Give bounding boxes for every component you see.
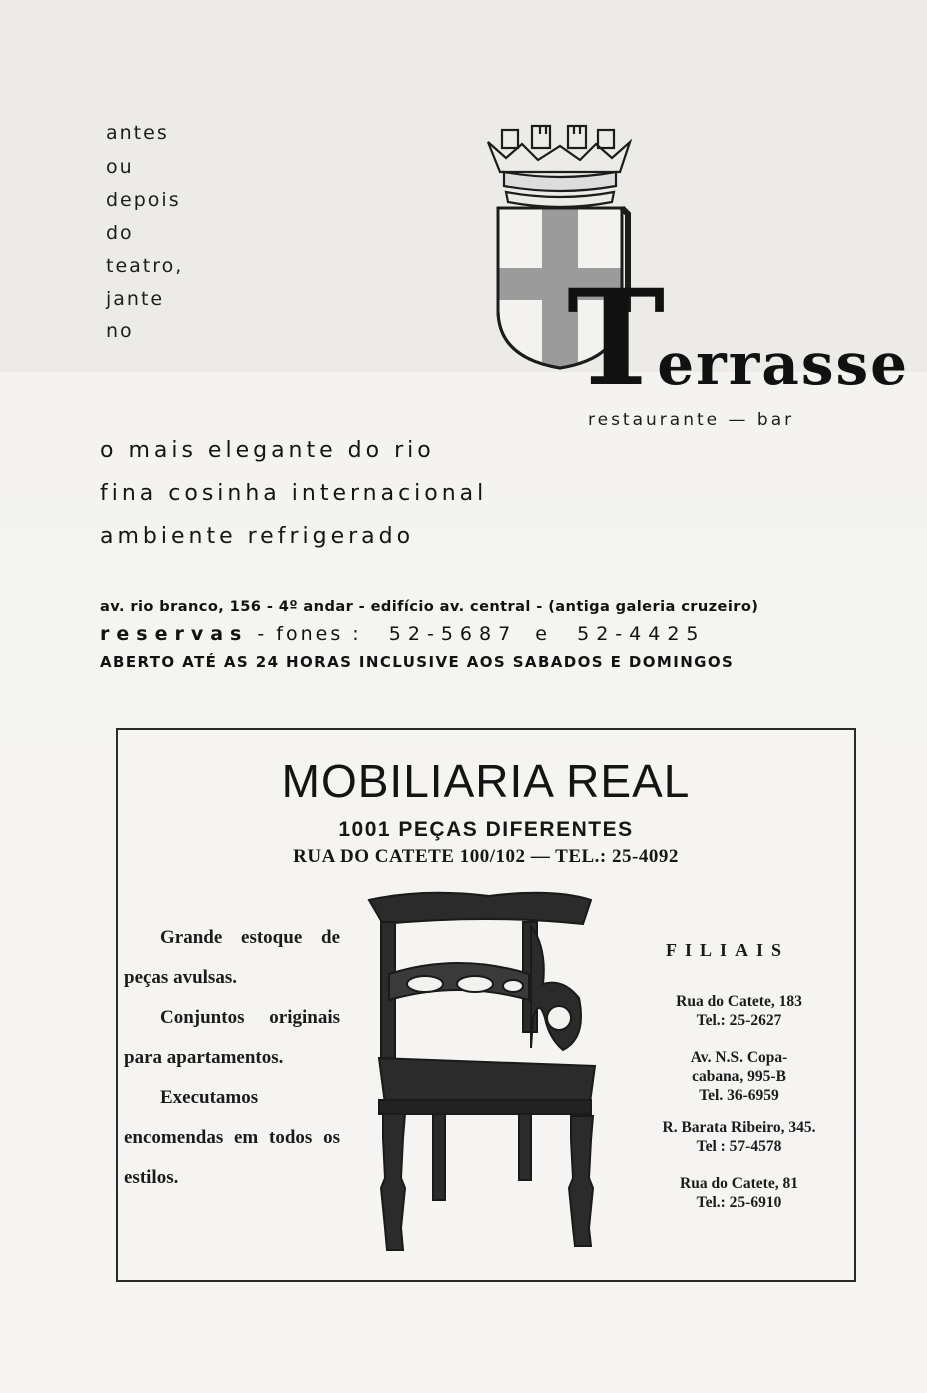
- restaurant-address: av. rio branco, 156 - 4º andar - edifício av. central - (antiga galeria cruzeiro): [100, 598, 759, 615]
- branch-entry: [628, 1118, 850, 1156]
- antique-chair-image: [363, 888, 613, 1258]
- store-address: RUA DO CATETE 100/102 — TEL.: 25-4092: [293, 846, 679, 867]
- branch-entry: [628, 992, 850, 1030]
- brand-name: [567, 261, 910, 416]
- reservas-label: reservas: [100, 623, 249, 645]
- intro-line: ou: [106, 156, 134, 178]
- intro-line: jante: [106, 288, 165, 310]
- branch-line: R. Barata Ribeiro, 345.: [662, 1119, 816, 1136]
- store-description: [124, 918, 340, 1198]
- phone-number: 52-5687: [388, 623, 518, 645]
- branch-line: cabana, 995-B: [692, 1068, 786, 1085]
- brand-rest: errasse: [657, 330, 910, 398]
- brand-subtitle: restaurante — bar: [588, 410, 795, 430]
- branch-line: Av. N.S. Copa-: [690, 1049, 788, 1066]
- branch-line: Tel. 36-6959: [699, 1087, 779, 1104]
- brand-initial: T: [567, 261, 664, 416]
- branch-line: Rua do Catete, 81: [680, 1175, 798, 1192]
- branches-title: FILIAIS: [666, 940, 790, 960]
- phone-number: 52-4425: [577, 623, 706, 645]
- branch-entry: [628, 1048, 850, 1105]
- branch-line: Tel : 57-4578: [696, 1138, 782, 1155]
- intro-line: antes: [106, 122, 169, 144]
- description-paragraph: Conjuntos originais para apartamentos.: [124, 1007, 340, 1068]
- branch-line: Tel.: 25-6910: [696, 1194, 782, 1211]
- intro-line: do: [106, 222, 134, 244]
- store-title: MOBILIARIA REAL: [281, 755, 691, 807]
- intro-line: depois: [106, 189, 181, 211]
- branch-line: Rua do Catete, 183: [676, 993, 802, 1010]
- slogan-line: ambiente refrigerado: [100, 524, 415, 549]
- intro-line: teatro,: [106, 255, 184, 277]
- intro-line: no: [106, 320, 134, 342]
- fones-label: - fones :: [248, 623, 362, 645]
- branch-line: Tel.: 25-2627: [696, 1012, 782, 1029]
- conjunction: e: [535, 623, 550, 645]
- slogan-line: o mais elegante do rio: [100, 438, 435, 463]
- branch-entry: [628, 1174, 850, 1212]
- slogan-line: fina cosinha internacional: [100, 481, 488, 506]
- opening-hours: ABERTO ATÉ AS 24 HORAS INCLUSIVE AOS SABADOS E DOMINGOS: [100, 653, 735, 671]
- reservations-line: [100, 623, 706, 645]
- mobiliaria-ad: [116, 728, 856, 1282]
- description-paragraph: Grande estoque de peças avulsas.: [124, 927, 340, 988]
- store-tagline: 1001 PEÇAS DIFERENTES: [338, 818, 634, 841]
- description-paragraph: Executamos encomendas em todos os estilos.: [124, 1087, 340, 1188]
